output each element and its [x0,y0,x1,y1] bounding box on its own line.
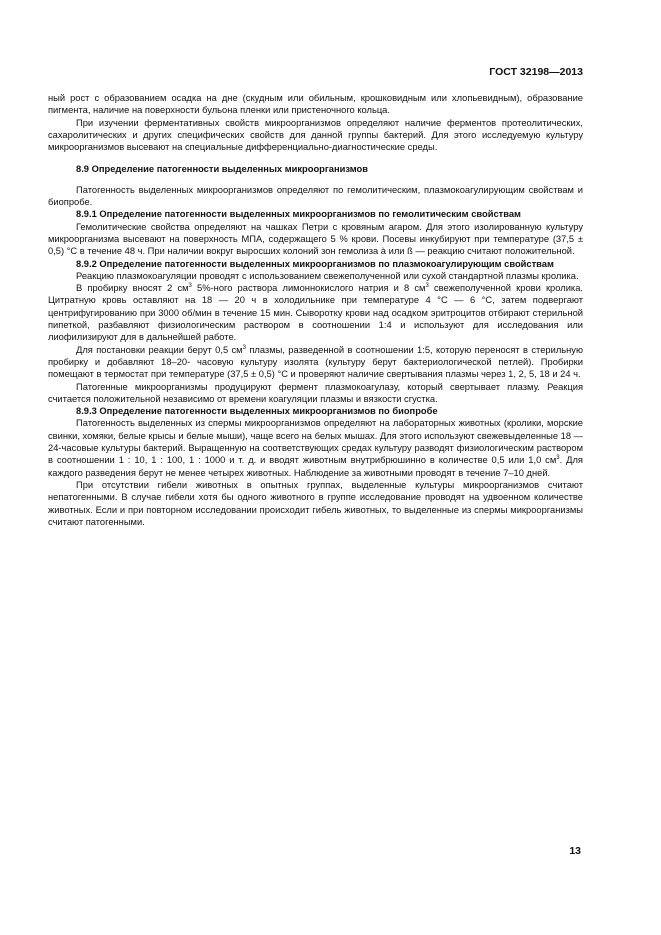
section-heading-8-9-3: 8.9.3 Определение патогенности выделенных микроорганизмов по биопробе [76,406,438,417]
paragraph: Патогенность выделенных микроорганизмов определяют по гемолитическим, плазмокоагулирующим свойствам и биопробе. [48,184,583,208]
paragraph: Патогенные микроорганизмы продуцируют фермент плазмокоагулазу, который свертывает плазму. Реакция считается положительной независимо от времени коагуляции плазмы и вязкости сгустка. [48,381,583,404]
paragraph: Гемолитические свойства определяют на чашках Петри с кровяным агаром. Для этого изолированную культуру микроорганизма высевают на поверхность МПА, содержащего 5 % крови. Посевы инкубируют при температуре (37,5 ± 0,5) °С в течение 48 ч. При наличии вокруг выросших колоний зон гемолиза à или ß — реакцию считают положительной. [48,221,583,257]
paragraph: В пробирку вносят 2 $см^3$ 5%-ного раствора лимоннокислого натрия и 8 $см^3$ свежеполученной крови кролика. Цитратную кровь оставляют на 18 — 20 ч в холодильнике при температуре 4 °С — 6 °С, затем подвергают центрифугированию при 3000 об/мин в течение 15 мин. Сыворотку крови над осадком эритроцитов отбирают стерильной пипеткой, разбавляют физиологическим раствором в соотношении 1:4 и используют для исследования или лиофилизируют для в дальнейшей работе. [48,283,584,343]
paragraph: При изучении ферментативных свойств микроорганизмов определяют наличие ферментов протеолитических, сахаролитических и других специфических свойств для данной группы бактерий. Для этого исследуемую культуру микроорганизмов высевают на специальные дифференциально-диагностические среды. [48,117,583,153]
section-heading-8-9-2: 8.9.2 Определение патогенности выделенных микроорганизмов по плазмокоагулирующим свойствам [76,258,554,269]
section-heading-8-9: 8.9 Определение патогенности выделенных микроорганизмов [76,164,369,175]
paragraph: Для постановки реакции берут 0,5 $см^3$ плазмы, разведенной в соотношении 1:5, которую переносят в стерильную пробирку и добавляют 18–20- часовую культуру изолята (культуру берут бактериологической петлей). Пробирки помещают в термостат при температуре (37,5 ± 0,5) °С и проверяют наличие свертывания плазмы через 1, 2, 5, 18 и 24 ч. [48,344,583,380]
paragraph: Патогенность выделенных из спермы микроорганизмов определяют на лабораторных животных (кролики, морские свинки, хомяки, белые крысы и белые мыши), чаще всего на белых мышах. Для этого используют свежевыделенные 18 — 24-часовые культуры бактерий. Выращенную на соответствующих средах культуру разводят физиологическим раствором в соотношении 1 : 10, 1 : 100, 1 : 1000 и т. д. и вводят животным внутрибрюшинно в количестве 0,5 или 1,0 $см^3$. Для каждого разведения берут не менее четырех животных. Наблюдение за животными проводят в течение 7–10 дней. [48,418,583,478]
paragraph: ный рост с образованием осадка на дне (скудным или обильным, крошковидным или хлопьевидным), образование пигмента, наличие на поверхности бульона пленки или пристеночного кольца. [48,93,583,116]
paragraph: При отсутствии гибели животных в опытных группах, выделенные культуры микроорганизмов считают непатогенными. В случае гибели хотя бы одного животного в группе исследование проводят на удвоенном количестве животных. Если и при повторном исследовании происходит гибель животных, то выделенные из спермы микроорганизмы считают патогенными. [48,479,583,527]
paragraph: Реакцию плазмокоагуляции проводят с использованием свежеполученной или сухой стандартной плазмы кролика. [76,270,579,281]
section-heading-8-9-1: 8.9.1 Определение патогенности выделенных микроорганизмов по гемолитическим свойствам [76,209,521,220]
standard-header: ГОСТ 32198—2013 [489,66,583,78]
page-number: 13 [569,845,581,857]
document-body [48,92,583,528]
